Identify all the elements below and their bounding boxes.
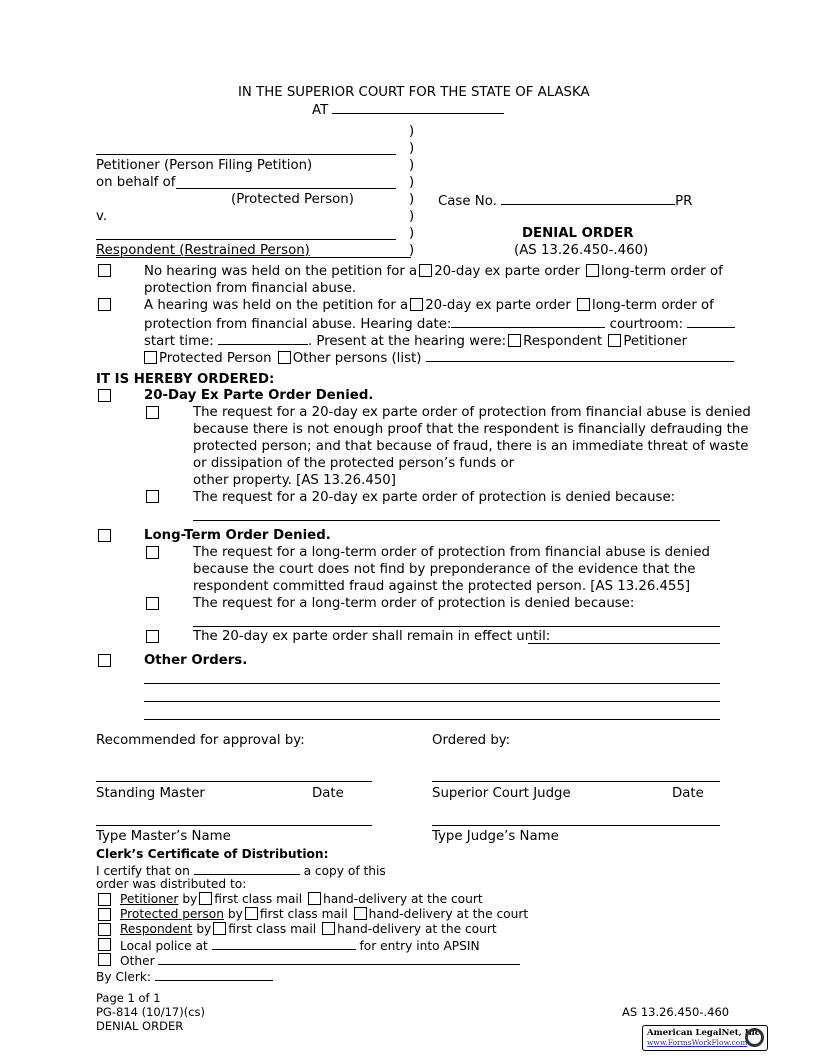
exparte-other-text: The request for a 20-day ex parte order of protection is denied because:	[193, 490, 676, 505]
dist-other-line: Other	[120, 952, 520, 969]
case-number-blank[interactable]	[501, 192, 675, 205]
hearing-longterm-checkbox[interactable]	[577, 298, 590, 311]
protected-hand-checkbox[interactable]	[354, 907, 367, 920]
dist-other-blank[interactable]	[158, 952, 520, 965]
longterm-other-reason-line[interactable]	[193, 626, 720, 627]
hearing-held-checkbox[interactable]	[98, 298, 111, 311]
clerk-heading: Clerk’s Certificate of Distribution:	[96, 847, 329, 861]
present-others-line: Protected Person Other persons (list)	[144, 349, 734, 367]
longterm-other-text: The request for a long-term order of protection is denied because:	[193, 596, 635, 611]
police-location-blank[interactable]	[212, 937, 356, 950]
clerk-distributed-text: order was distributed to:	[96, 877, 247, 891]
petitioner-name-line[interactable]	[96, 154, 396, 155]
clerk-certify-line: I certify that on a copy of this	[96, 864, 386, 878]
exparte-other-checkbox[interactable]	[146, 490, 159, 503]
on-behalf-label: on behalf of	[96, 175, 176, 190]
longterm-denied-checkbox[interactable]	[98, 529, 111, 542]
respondent-name-line[interactable]	[96, 239, 396, 240]
standing-master-label: Standing Master	[96, 786, 205, 801]
master-name-line[interactable]	[96, 825, 372, 826]
respondent-mail-checkbox[interactable]	[213, 922, 226, 935]
hearing-date-blank[interactable]	[451, 315, 605, 328]
protected-person-name-line[interactable]	[176, 188, 396, 189]
ordered-heading: IT IS HEREBY ORDERED:	[96, 372, 275, 387]
judge-name-line[interactable]	[432, 825, 720, 826]
no-hearing-checkbox[interactable]	[98, 264, 111, 277]
present-other-checkbox[interactable]	[278, 351, 291, 364]
hearing-20day-checkbox[interactable]	[410, 298, 423, 311]
form-title: DENIAL ORDER	[96, 1019, 184, 1033]
page-number: Page 1 of 1	[96, 991, 161, 1005]
longterm-reason-checkbox[interactable]	[146, 546, 159, 559]
master-date-label: Date	[312, 786, 344, 801]
longterm-other-checkbox[interactable]	[146, 597, 159, 610]
footer-statute: AS 13.26.450-.460	[622, 1005, 730, 1019]
hearing-held-line: A hearing was held on the petition for a 20-day ex parte order long-term order of	[144, 298, 714, 313]
respondent-underline	[96, 257, 411, 258]
exparte-denied-checkbox[interactable]	[98, 389, 111, 402]
longterm-denied-title: Long-Term Order Denied.	[144, 528, 331, 543]
start-time-blank[interactable]	[218, 332, 308, 345]
dist-respondent-checkbox[interactable]	[98, 923, 111, 936]
logo-ring-icon	[745, 1028, 764, 1047]
remain-effect-text: The 20-day ex parte order shall remain in effect until:	[193, 629, 551, 644]
remain-effect-checkbox[interactable]	[146, 630, 159, 643]
respondent-hand-checkbox[interactable]	[322, 922, 335, 935]
court-location: AT	[312, 101, 504, 119]
other-persons-blank[interactable]	[426, 349, 734, 362]
type-master-label: Type Master’s Name	[96, 829, 231, 844]
other-orders-line[interactable]	[144, 683, 720, 684]
clerk-date-blank[interactable]	[194, 862, 300, 875]
document-statute: (AS 13.26.450-.460)	[514, 243, 649, 258]
document-title: DENIAL ORDER	[522, 226, 634, 241]
versus-label: v.	[96, 209, 108, 224]
dist-protected-line: Protected person by first class mail hand-delivery at the court	[120, 907, 529, 921]
recommended-label: Recommended for approval by:	[96, 733, 305, 748]
exparte-denied-title: 20-Day Ex Parte Order Denied.	[144, 388, 374, 403]
court-location-blank[interactable]	[332, 101, 504, 114]
exparte-other-reason-line[interactable]	[193, 520, 720, 521]
no-hearing-longterm-checkbox[interactable]	[586, 264, 599, 277]
exparte-reason-checkbox[interactable]	[146, 406, 159, 419]
logo-url[interactable]: www.FormsWorkFlow.com	[647, 1038, 748, 1047]
petitioner-label: Petitioner (Person Filing Petition)	[96, 158, 313, 173]
present-protected-checkbox[interactable]	[144, 351, 157, 364]
petitioner-mail-checkbox[interactable]	[199, 892, 212, 905]
type-judge-label: Type Judge’s Name	[432, 829, 559, 844]
dist-petitioner-checkbox[interactable]	[98, 893, 111, 906]
judge-signature-line[interactable]	[432, 781, 720, 782]
court-heading: IN THE SUPERIOR COURT FOR THE STATE OF ALASKA	[238, 85, 590, 100]
logo-company: American LegalNet, Inc.	[647, 1028, 763, 1038]
no-hearing-20day-checkbox[interactable]	[419, 264, 432, 277]
dist-police-line: Local police at for entry into APSIN	[120, 939, 480, 953]
dist-police-checkbox[interactable]	[98, 938, 111, 951]
dist-respondent-line: Respondent by first class mail hand-delivery at the court	[120, 922, 497, 936]
by-clerk-line: By Clerk:	[96, 968, 273, 985]
respondent-label: Respondent (Restrained Person)	[96, 243, 310, 258]
other-orders-title: Other Orders.	[144, 653, 248, 668]
legalnet-logo[interactable]	[642, 1025, 768, 1051]
form-number: PG-814 (10/17)(cs)	[96, 1005, 206, 1019]
petitioner-hand-checkbox[interactable]	[308, 892, 321, 905]
protected-mail-checkbox[interactable]	[245, 907, 258, 920]
case-number: Case No. PR	[438, 194, 693, 209]
start-time-line: start time: . Present at the hearing were: Respondent Petitioner	[144, 334, 688, 349]
remain-effect-date-line[interactable]	[528, 643, 720, 644]
clerk-signature-blank[interactable]	[155, 968, 273, 981]
no-hearing-line: No hearing was held on the petition for a 20-day ex parte order long-term order of	[144, 264, 723, 279]
no-hearing-protection-text: protection from financial abuse.	[144, 281, 357, 296]
master-signature-line[interactable]	[96, 781, 372, 782]
superior-judge-label: Superior Court Judge	[432, 786, 571, 801]
dist-other-checkbox[interactable]	[98, 953, 111, 966]
other-orders-line[interactable]	[144, 719, 720, 720]
ordered-by-label: Ordered by:	[432, 733, 511, 748]
hearing-date-line: protection from financial abuse. Hearing date: courtroom:	[144, 315, 735, 333]
other-orders-checkbox[interactable]	[98, 654, 111, 667]
present-respondent-checkbox[interactable]	[508, 334, 521, 347]
dist-protected-checkbox[interactable]	[98, 908, 111, 921]
present-petitioner-checkbox[interactable]	[608, 334, 621, 347]
dist-petitioner-line: Petitioner by first class mail hand-delivery at the court	[120, 892, 483, 906]
courtroom-blank[interactable]	[687, 315, 735, 328]
other-orders-line[interactable]	[144, 701, 720, 702]
protected-person-label: (Protected Person)	[231, 192, 354, 207]
judge-date-label: Date	[672, 786, 704, 801]
